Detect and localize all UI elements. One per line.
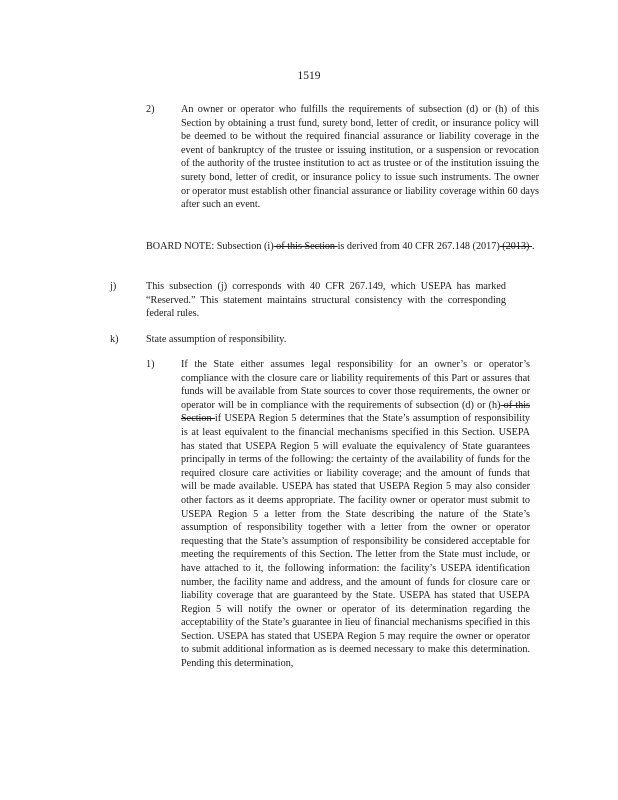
item-k1-number: 1) bbox=[146, 359, 155, 370]
item-k1-part-1: If the State either assumes legal responsibility for an owner’s or operator’s compliance with the closure care or liability requirements of this Part or assures that funds will be available from State sources to cover those requirements, the owner or operator will be in compliance with the requirements of subsection (d) or (h) bbox=[181, 359, 530, 411]
board-note-prefix: BOARD NOTE: Subsection (i) bbox=[146, 241, 274, 252]
item-k-heading: State assumption of responsibility. bbox=[146, 334, 287, 345]
item-2-number: 2) bbox=[146, 104, 155, 115]
item-j-label: j) bbox=[110, 281, 117, 292]
item-k1-paragraph bbox=[181, 358, 530, 671]
item-k-label: k) bbox=[110, 334, 119, 345]
board-note-deleted-2: (2013) bbox=[499, 241, 532, 252]
item-j-text: This subsection (j) corresponds with 40 CFR 267.149, which USEPA has marked “Reserved.” This statement maintains structural consistency with the corresponding federal rules. bbox=[146, 281, 506, 320]
item-k1-deleted: of this Section bbox=[181, 399, 530, 425]
board-note-deleted-1: of this Section bbox=[273, 241, 338, 252]
item-k1-text bbox=[181, 358, 530, 671]
board-note-text bbox=[146, 240, 539, 254]
board-note-middle: is derived from 40 CFR 267.148 (2017) bbox=[337, 241, 500, 252]
item-2-paragraph bbox=[181, 103, 539, 212]
board-note bbox=[146, 240, 539, 254]
item-2-text: An owner or operator who fulfills the requirements of subsection (d) or (h) of this Section by obtaining a trust fund, surety bond, letter of credit, or insurance policy will be deemed to be without the required financial assurance or liability coverage in the event of bankruptcy of the trustee or issuing institution, or a suspension or revocation of the authority of the trustee institution to act as trustee or of the institution issuing the surety bond, letter of credit, or insurance policy to issue such instruments. The owner or operator must establish other financial assurance or liability coverage within 60 days after such an event. bbox=[181, 104, 539, 211]
item-k1-part-2: if USEPA Region 5 determines that the State’s assumption of responsibility is at least equivalent to the financial mechanisms specified in this Section. USEPA has stated that USEPA Region 5 will evaluate the equivalency of State guarantees principally in terms of the following: the certainty of the availability of funds for the required closure care activities or liability coverage; and the amount of funds that will be made available. USEPA has stated that USEPA Region 5 may also consider other factors as it deems appropriate. The facility owner or operator must submit to USEPA Region 5 a letter from the State describing the nature of the State’s assumption of responsibility together with a letter from the owner or operator requesting that the State’s assumption of responsibility be considered acceptable for meeting the requirements of this Section. The letter from the State must include, or have attached to it, the following information: the facility’s USEPA identification number, the facility name and address, and the amount of funds for closure care or liability coverage that are guaranteed by the State. USEPA has stated that USEPA Region 5 will notify the owner or operator of its determination regarding the acceptability of the State’s guarantee in lieu of financial mechanisms specified in this Section. USEPA has stated that USEPA Region 5 may require the owner or operator to submit additional information as is deemed necessary to make this determination. Pending this determination, bbox=[181, 413, 530, 670]
board-note-suffix: . bbox=[531, 241, 535, 252]
page-number: 1519 bbox=[297, 70, 321, 82]
item-j-paragraph bbox=[146, 280, 506, 321]
